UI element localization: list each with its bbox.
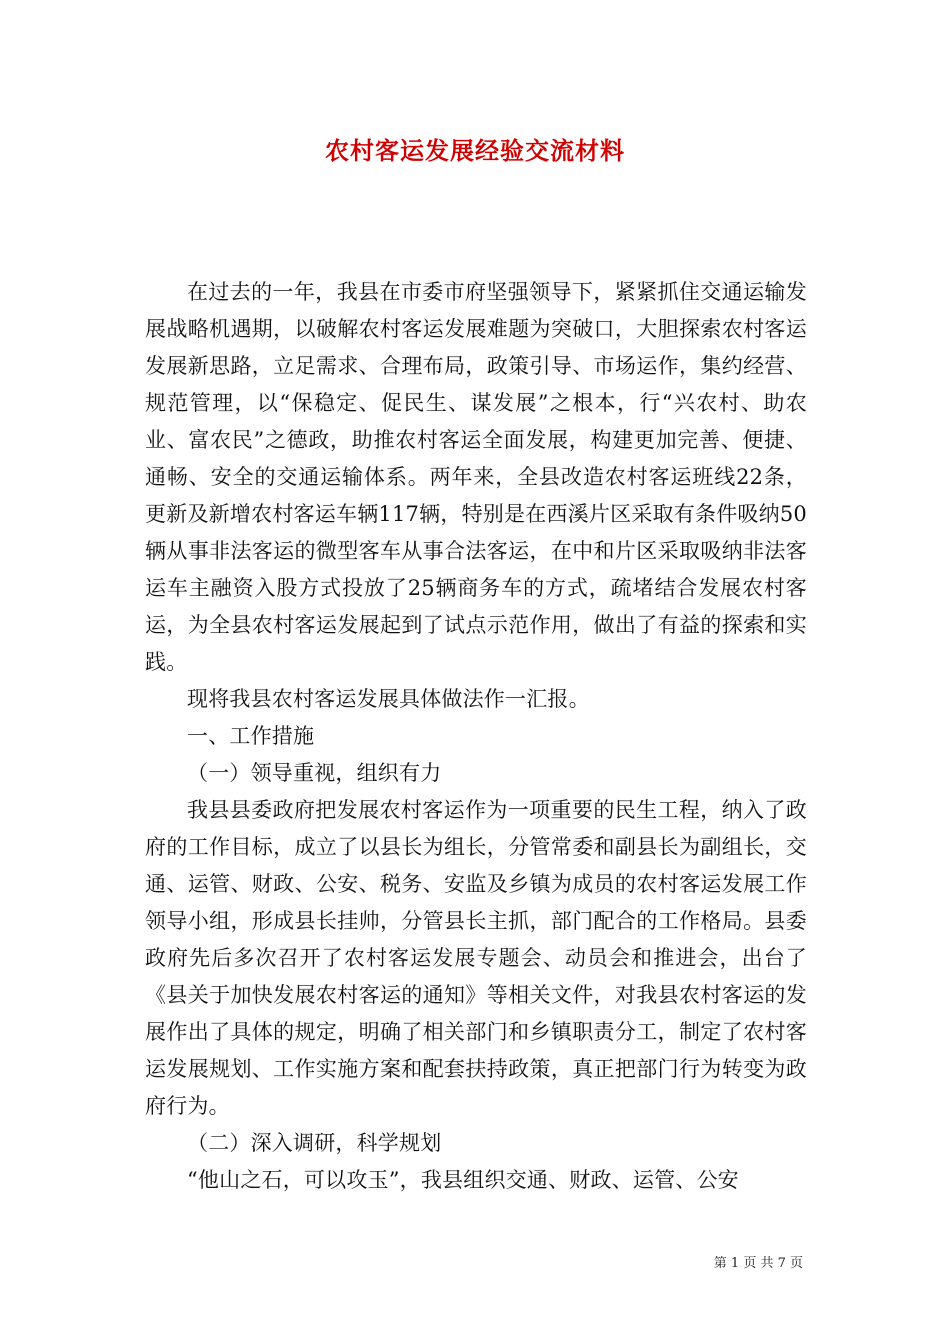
paragraph-research-start: “他山之石，可以攻玉”，我县组织交通、财政、运管、公安 xyxy=(187,1168,739,1192)
subheading-research: （二）深入调研，科学规划 xyxy=(187,1131,442,1155)
section-heading-measures: 一、工作措施 xyxy=(187,724,315,748)
paragraph-report-note: 现将我县农村客运发展具体做法作一汇报。 xyxy=(187,687,590,711)
document-title: 农村客运发展经验交流材料 xyxy=(325,136,625,165)
page-number-footer: 第 1 页 共 7 页 xyxy=(713,1256,803,1271)
paragraph-intro: 在过去的一年，我县在市委市府坚强领导下，紧紧抓住交通运输发展战略机遇期，以破解农村客运发展难题为突破口，大胆探索农村客运发展新思路，立足需求、合理布局，政策引导、市场运作，集约经营、规范管理，以“保稳定、促民生、谋发展”之根本，行“兴农村、助农业、富农民”之德政，助推农村客运全面发展，构建更加完善、便捷、通畅、安全的交通运输体系。两年来，全县改造农村客运班线22条，更新及新增农村客运车辆117辆，特别是在西溪片区采取有条件吸纳50辆从事非法客运的微型客车从事合法客运，在中和片区采取吸纳非法客运车主融资入股方式投放了25辆商务车的方式，疏堵结合发展农村客运，为全县农村客运发展起到了试点示范作用，做出了有益的探索和实践。 xyxy=(145,280,807,674)
paragraph-leadership: 我县县委政府把发展农村客运作为一项重要的民生工程，纳入了政府的工作目标，成立了以县长为组长，分管常委和副县长为副组长，交通、运管、财政、公安、税务、安监及乡镇为成员的农村客运发展工作领导小组，形成县长挂帅，分管县长主抓，部门配合的工作格局。县委政府先后多次召开了农村客运发展专题会、动员会和推进会，出台了《县关于加快发展农村客运的通知》等相关文件，对我县农村客运的发展作出了具体的规定，明确了相关部门和乡镇职责分工，制定了农村客运发展规划、工作实施方案和配套扶持政策，真正把部门行为转变为政府行为。 xyxy=(145,798,807,1118)
subheading-leadership: （一）领导重视，组织有力 xyxy=(187,761,442,785)
document-body xyxy=(145,274,807,1199)
